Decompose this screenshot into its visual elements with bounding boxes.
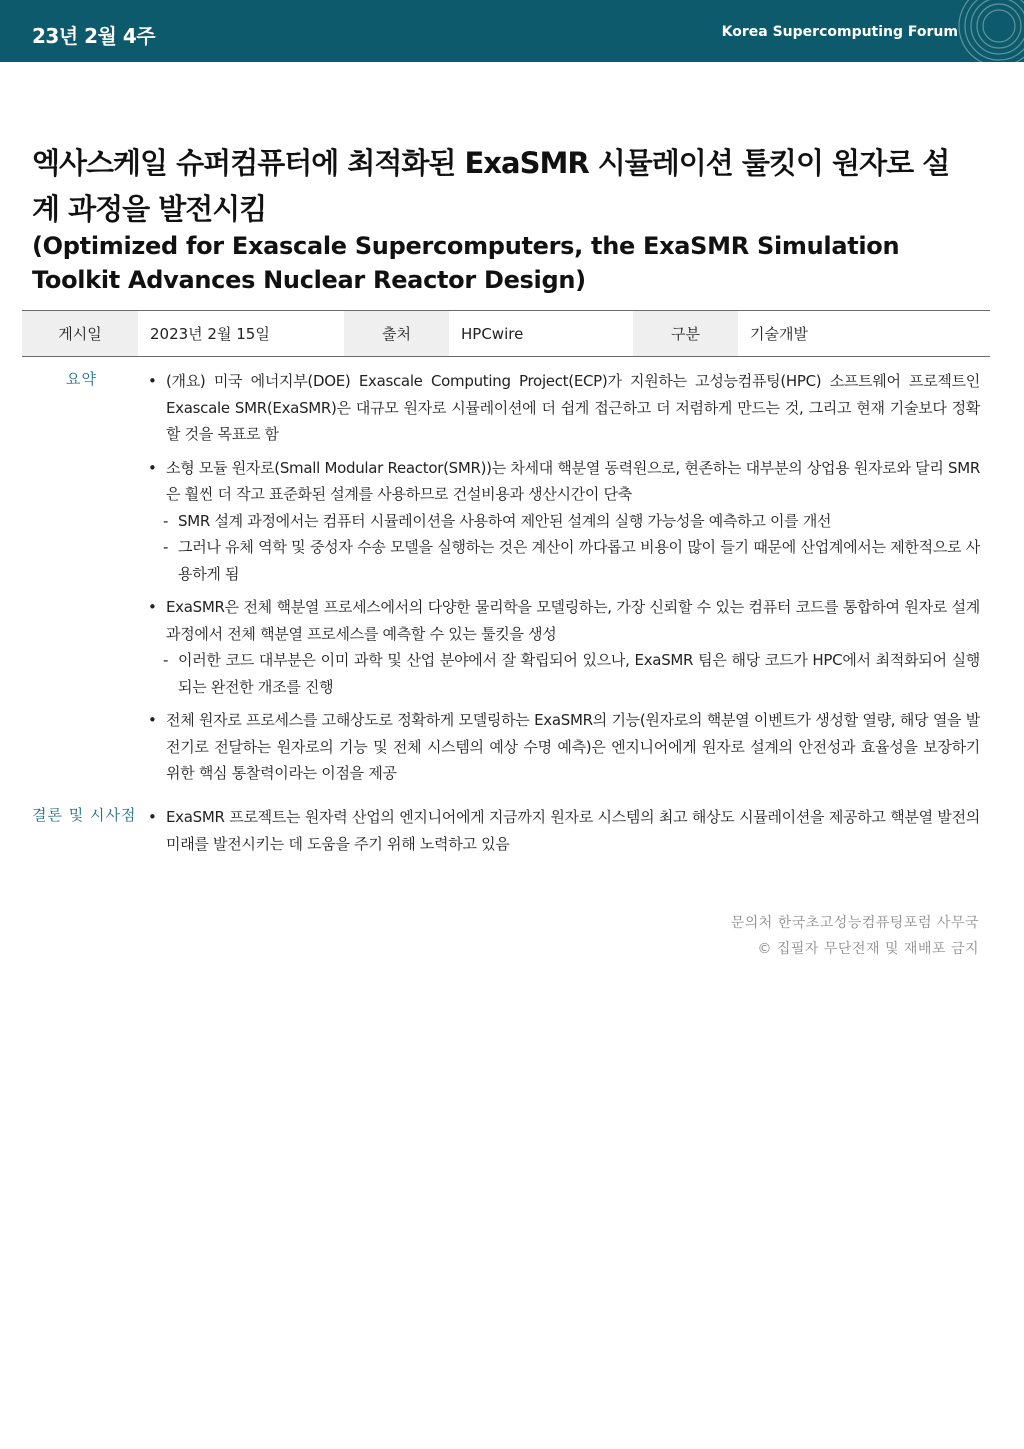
bullet-text: • ExaSMR은 전체 핵분열 프로세스에서의 다양한 물리학을 모델링하는, 가장 신뢰할 수 있는 컴퓨터 코드를 통합하여 원자로 설계 과정에서 전체 핵분열 프로세스를 예측할 수 있는 툴킷을 생성: [148, 598, 980, 643]
summary-content: [148, 368, 980, 794]
summary-bullet: [148, 368, 980, 448]
contact-text: 문의처 한국초고성능컴퓨팅포럼 사무국: [730, 915, 979, 931]
summary-bullet: [148, 594, 980, 700]
meta-table: [22, 310, 990, 357]
summary-label: 요약: [66, 370, 97, 388]
conclusion-bullet: [148, 804, 980, 857]
page-title-korean: 엑사스케일 슈퍼컴퓨터에 최적화된 ExaSMR 시뮬레이션 툴킷이 원자로 설계 과정을 발전시킴: [32, 146, 950, 226]
source-value: HPCwire: [461, 324, 524, 343]
sub-item: - 그러나 유체 역학 및 중성자 수송 모델을 실행하는 것은 계산이 까다롭고 비용이 많이 들기 때문에 산업계에서는 제한적으로 사용하게 됨: [163, 538, 980, 583]
footer: [731, 910, 979, 962]
bullet-text: • (개요) 미국 에너지부(DOE) Exascale Computing Project(ECP)가 지원하는 고성능컴퓨팅(HPC) 소프트웨어 프로젝트인 Exascale SMR(ExaSMR)은 대규모 원자로 시뮬레이션에 더 쉽게 접근하고 더 저렴하게 만드는 것, 그리고 현재 기술보다 정확할 것을 목표로 함: [148, 372, 980, 443]
sub-item: - SMR 설계 과정에서는 컴퓨터 시뮬레이션을 사용하여 제안된 설계의 실행 가능성을 예측하고 이를 개선: [163, 511, 832, 530]
date-label: 게시일: [22, 311, 138, 356]
date-value: 2023년 2월 15일: [150, 325, 270, 343]
org-name: Korea Supercomputing Forum: [721, 24, 958, 40]
category-label: 구분: [633, 311, 738, 356]
header-bar: [0, 0, 1024, 62]
conclusion-content: [148, 804, 980, 864]
copyright-text: © 집필자 무단전재 및 재배포 금지: [757, 941, 979, 957]
page-title-english: (Optimized for Exascale Supercomputers, the ExaSMR Simulation Toolkit Advances Nuclear Reactor Design): [32, 232, 900, 294]
bullet-text: • 소형 모듈 원자로(Small Modular Reactor(SMR))는 차세대 핵분열 동력원으로, 현존하는 대부분의 상업용 원자로와 달리 SMR은 훨씬 더 작고 표준화된 설계를 사용하므로 건설비용과 생산시간이 단축: [148, 458, 980, 503]
bullet-text: • ExaSMR 프로젝트는 원자력 산업의 엔지니어에게 지금까지 원자로 시스템의 최고 해상도 시뮬레이션을 제공하고 핵분열 발전의 미래를 발전시키는 데 도움을 주기 위해 노력하고 있음: [148, 808, 980, 853]
conclusion-label: 결론 및 시사점: [32, 806, 137, 824]
summary-bullet: [148, 455, 980, 588]
source-label: 출처: [344, 311, 449, 356]
sub-item: - 이러한 코드 대부분은 이미 과학 및 산업 분야에서 잘 확립되어 있으나, ExaSMR 팀은 해당 코드가 HPC에서 최적화되어 실행되는 완전한 개조를 진행: [163, 651, 980, 696]
bullet-text: • 전체 원자로 프로세스를 고해상도로 정확하게 모델링하는 ExaSMR의 기능(원자로의 핵분열 이벤트가 생성할 열량, 해당 열을 발전기로 전달하는 원자로의 기능 및 전체 시스템의 예상 수명 예측)은 엔지니어에게 원자로 설계의 안전성과 효율성을 보장하기 위한 핵심 통찰력이라는 이점을 제공: [148, 711, 980, 782]
category-value: 기술개발: [750, 325, 808, 343]
week-label: 23년 2월 4주: [32, 24, 156, 48]
summary-bullet: [148, 707, 980, 787]
decorative-rings-icon: [944, 0, 1024, 62]
